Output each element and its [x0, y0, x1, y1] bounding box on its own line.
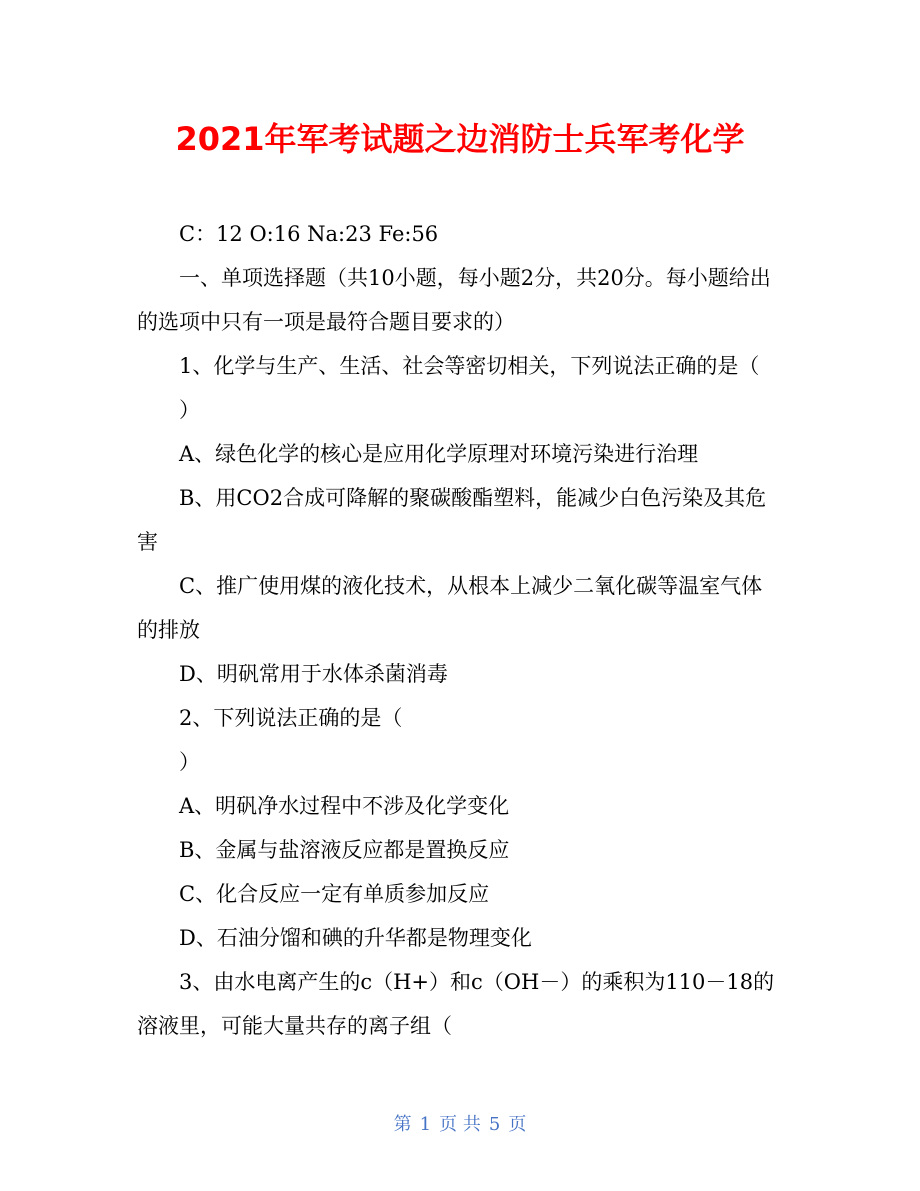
- question-2-option-d: D、石油分馏和碘的升华都是物理变化: [179, 926, 532, 950]
- question-3: 3、由水电离产生的c（H+）和c（OH－）的乘积为110－18的溶液里，可能大量共存的离子组（: [137, 970, 775, 1038]
- question-2-option-c: C、化合反应一定有单质参加反应: [179, 882, 490, 906]
- footer-total-pages: 5: [488, 1114, 501, 1135]
- section-heading: 一、单项选择题（共10小题，每小题2分，共20分。每小题给出的选项中只有一项是最符合题目要求的）: [137, 266, 771, 334]
- footer-middle: 页 共: [439, 1114, 481, 1135]
- footer-prefix: 第: [393, 1114, 412, 1135]
- question-1-close: ）: [179, 398, 200, 422]
- question-2-close: ）: [179, 750, 200, 774]
- atomic-masses: C：12 O:16 Na:23 Fe:56: [179, 222, 439, 246]
- question-2: 2、下列说法正确的是（: [179, 706, 403, 730]
- question-1-option-c: C、推广使用煤的液化技术，从根本上减少二氧化碳等温室气体的排放: [137, 574, 763, 642]
- question-2-option-a: A、明矾净水过程中不涉及化学变化: [179, 794, 510, 818]
- question-1-option-a: A、绿色化学的核心是应用化学原理对环境污染进行治理: [179, 442, 699, 466]
- question-2-option-b: B、金属与盐溶液反应都是置换反应: [179, 838, 510, 862]
- question-1-option-d: D、明矾常用于水体杀菌消毒: [179, 662, 448, 686]
- footer-suffix: 页: [508, 1114, 527, 1135]
- document-body: [137, 212, 783, 1048]
- question-1: 1、化学与生产、生活、社会等密切相关，下列说法正确的是（: [179, 354, 760, 378]
- document-title: 2021年军考试题之边消防士兵军考化学: [175, 120, 745, 158]
- page-footer: [0, 1110, 920, 1140]
- question-1-option-b: B、用CO2合成可降解的聚碳酸酯塑料，能减少白色污染及其危害: [137, 486, 767, 554]
- footer-page-number: 1: [419, 1114, 432, 1135]
